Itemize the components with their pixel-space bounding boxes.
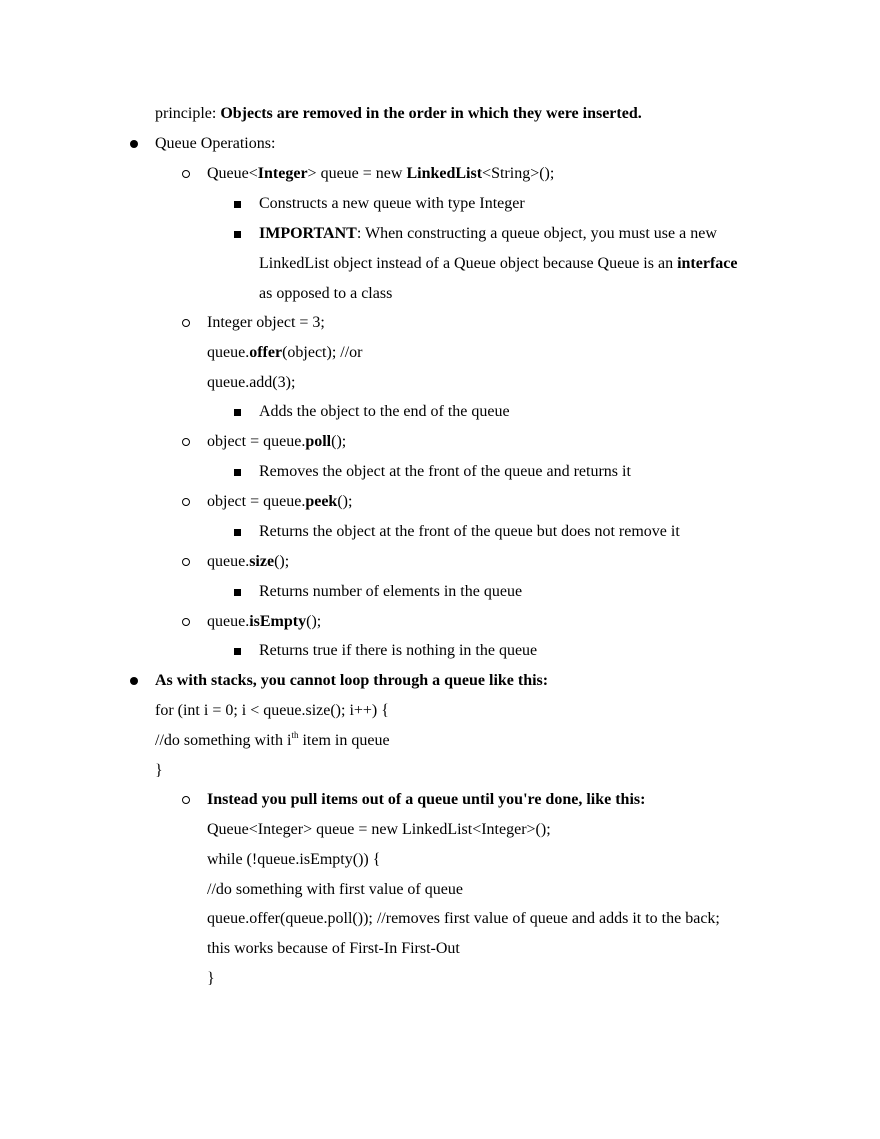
op2-line3: queue.add(3); (207, 374, 296, 391)
bullet-circle-icon (182, 438, 190, 446)
instead-line1: Queue<Integer> queue = new LinkedList<Integer>(); (207, 821, 551, 838)
instead-line6: } (207, 970, 215, 987)
op1-detail1: Constructs a new queue with type Integer (259, 195, 525, 212)
op1-code: Queue<Integer> queue = new LinkedList<String>(); (207, 165, 555, 182)
instead-heading: Instead you pull items out of a queue until you're done, like this: (207, 791, 646, 808)
op1-detail2-line2: LinkedList object instead of a Queue object because Queue is an interface (259, 255, 738, 272)
instead-line5: this works because of First-In First-Out (207, 940, 460, 957)
op1-detail2-line3: as opposed to a class (259, 285, 393, 302)
bullet-disc-icon (130, 140, 138, 148)
op6-detail: Returns true if there is nothing in the queue (259, 642, 538, 659)
loop-code-line3: } (155, 762, 163, 779)
loop-code-line1: for (int i = 0; i < queue.size(); i++) { (155, 702, 389, 719)
bullet-square-icon (234, 469, 241, 476)
bullet-disc-icon (130, 677, 138, 685)
op4-code: object = queue.peek(); (207, 493, 353, 510)
ops-heading: Queue Operations: (155, 135, 276, 152)
bullet-square-icon (234, 409, 241, 416)
intro-bold-text: Objects are removed in the order in which they were inserted. (220, 105, 642, 122)
bullet-circle-icon (182, 498, 190, 506)
bullet-circle-icon (182, 558, 190, 566)
bullet-circle-icon (182, 796, 190, 804)
op1-detail2-line1: IMPORTANT: When constructing a queue object, you must use a new (259, 225, 717, 242)
bullet-square-icon (234, 589, 241, 596)
bullet-square-icon (234, 201, 241, 208)
op2-line1: Integer object = 3; (207, 314, 325, 331)
op4-detail: Returns the object at the front of the queue but does not remove it (259, 523, 680, 540)
op6-code: queue.isEmpty(); (207, 613, 322, 630)
op2-detail: Adds the object to the end of the queue (259, 403, 510, 420)
bullet-circle-icon (182, 319, 190, 327)
bullet-square-icon (234, 231, 241, 238)
op2-line2: queue.offer(object); //or (207, 344, 363, 361)
op5-code: queue.size(); (207, 553, 290, 570)
bullet-square-icon (234, 648, 241, 655)
op3-detail: Removes the object at the front of the queue and returns it (259, 463, 631, 480)
instead-line2: while (!queue.isEmpty()) { (207, 851, 381, 868)
bullet-circle-icon (182, 170, 190, 178)
loop-code-line2: //do something with $i^{th}$ item in queue (155, 729, 390, 749)
bullet-square-icon (234, 529, 241, 536)
intro-line (155, 104, 642, 124)
loop-heading: As with stacks, you cannot loop through a queue like this: (155, 672, 549, 689)
op5-detail: Returns number of elements in the queue (259, 583, 523, 600)
op3-code: object = queue.poll(); (207, 433, 347, 450)
intro-prefix: principle: (155, 105, 221, 122)
bullet-circle-icon (182, 618, 190, 626)
instead-line3: //do something with first value of queue (207, 881, 463, 898)
instead-line4: queue.offer(queue.poll()); //removes first value of queue and adds it to the back; (207, 910, 720, 927)
